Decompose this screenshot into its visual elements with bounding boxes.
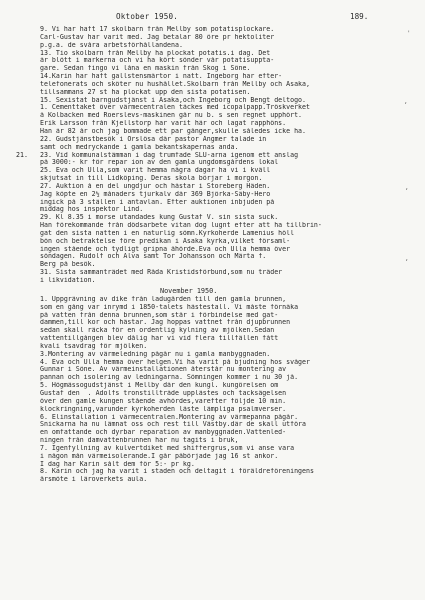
diary-line: är blött i markerna och vi ha kört sönder vår potatisuppta- [40, 57, 275, 65]
diary-line: samt och medryckande i gamla bekantskapernas anda. [40, 143, 239, 151]
page-date-heading: Oktober 1950. [116, 12, 179, 21]
diary-text [40, 26, 415, 484]
diary-line: Erik Larsson från Kjellstorp har varit här och lagat rapphöns. [40, 120, 287, 128]
diary-line: 6. Elinstallation i värmecentralen.Montering av värmepanna pågår. [40, 413, 299, 421]
november-entries [40, 296, 415, 484]
diary-line: en omfattande och dyrbar reparation av manbyggnaden.Vattenled- [40, 429, 287, 437]
diary-line: Han är 82 år och jag bommade ett par gånger,skulle således icke ha. [40, 127, 306, 135]
diary-line: 23. Vid kommunalstämman i dag trumfade SLU-arna igenom ett anslag [40, 151, 299, 159]
october-entries [40, 26, 415, 285]
diary-line: dammen,till kor och hästar. Jag hoppas vattnet från djupbrunnen [40, 319, 291, 327]
diary-line: Gunnar i Söne. Av värmeinstallationen återstår nu montering av [40, 366, 287, 374]
diary-line: över den gamle kungen stående avhördes,varefter följde 10 min. [40, 397, 287, 405]
diary-line: klockringning,varunder kyrkoherden läste lämpliga psalmverser. [40, 405, 287, 413]
diary-line: 22. Gudstjänstbesök i Örslösa där pastor Ångmer talade in [40, 135, 267, 143]
margin-tick: , [405, 184, 409, 191]
diary-line: årsmöte i läroverkets aula. [40, 476, 148, 484]
diary-line: 4. Eva och Ulla hemma över helgen.Vi ha varit på bjudning hos svåger [40, 358, 310, 366]
diary-line: Berg på besök. [40, 261, 96, 269]
diary-line: ningen från damvattenbrunnen har nu tagits i bruk, [40, 437, 239, 445]
diary-line: 15. Sexistat barngudstjänst i Åsaka,och Ingeborg och Bengt deltogo. [40, 96, 306, 104]
diary-line: som en gång var inrymd i 1850-talets hästestall. Vi måste förnäka [40, 303, 299, 311]
diary-line: 1. Uppgrävning av dike från ladugården till den gamla brunnen, [40, 295, 287, 303]
diary-line: i likvidation. [40, 277, 96, 284]
diary-line: gare. Sedan fingo vi låna en maskin från Skog i Söne. [40, 65, 251, 73]
diary-line: 29. Kl 8.35 i morse utandades kung Gustaf V. sin sista suck. [40, 214, 279, 222]
diary-line: Snickarna ha nu lämnat oss och rest till Västby.där de skall utföra [40, 421, 306, 429]
diary-line: 1. Cementtaket över värmecentralen täckes med icopalpapp.Tröskverket [40, 104, 310, 112]
diary-line: 5. Högmässogudstjänst i Mellby där den kungl. kungörelsen om [40, 382, 279, 390]
diary-line: Han förekommande från dödsarbete vitan dog lugnt efter att ha tillbrin- [40, 222, 322, 230]
diary-line: å Kolbacken med Roerslevs-maskinen går nu b. s sen regnet upphört. [40, 112, 303, 120]
diary-line: I dag har Karin sålt dem för 5:- pr kg. [40, 460, 195, 468]
diary-line: sedan skall räcka för en ordentlig kylning av mjölken.Sedan [40, 327, 275, 335]
diary-line: bön och betraktelse före predikan i Åsaka kyrka,vilket församl- [40, 237, 291, 245]
diary-line: ingick på 3 ställen i antavlan. Efter auktionen inbjuden på [40, 198, 275, 206]
diary-line: på vatten från denna brunnen,som står i förbindelse med gat- [40, 311, 279, 319]
diary-line: telefonerats och sköter nu hushållet.Skolbarn från Mellby och Åsaka, [40, 80, 310, 88]
diary-line: 13. Tio skolbarn från Mellby ha plockat potatis.i dag. Det [40, 49, 271, 57]
page-number: 189. [350, 12, 369, 21]
diary-line: 7. Igenfyllning av kulvertdiket med shiffergrus,som vi anse vara [40, 444, 295, 452]
margin-tick: , [404, 98, 408, 105]
diary-line: pannan och isolering av ledningarna. Sömningen kommer i nu 30 jå. [40, 374, 299, 382]
diary-line: kvali tsavdrag för mjölken. [40, 342, 148, 350]
diary-line: i någon mån värmeisolerande.I går påbörjade jag 16 st ankor. [40, 452, 279, 460]
margin-note: 21. [16, 151, 28, 159]
diary-line: gat den sista natten i en naturlig sömn.Kyrkoherde Lamenius höll [40, 229, 295, 237]
margin-tick: ' [407, 30, 411, 37]
diary-line: 31. Sista sammanträdet med Råda Kristidsförbund,som nu träder [40, 269, 283, 277]
diary-line: söndagen. Rudolf och Alva samt Tor Johansson och Märta f. [40, 253, 267, 261]
diary-line: på 3000:- kr för repar ion av den gamla ungdomsgårdens lokal [40, 159, 279, 167]
diary-line: p.g.a. de svåra arbetsförhållandena. [40, 41, 183, 49]
diary-line: 9. Vi har haft 17 skolbarn från Mellby som potatisplockare. [40, 26, 275, 33]
diary-line: vattentillgången blev dålig har vi vid flera tillfällen fått [40, 335, 279, 343]
diary-line: 27. Auktion å en del ungdjur och hästar i Storeberg Häden. [40, 182, 271, 190]
diary-line: 3.Montering av värmeledning pågår nu i gamla manbyggnaden. [40, 350, 271, 358]
diary-line: skjutsat in till Lidköping. Deras skola börjar i morgon. [40, 175, 263, 183]
diary-line: ingen stående och tydligt gripna åhörde.Eva och Ulla hemma över [40, 245, 291, 253]
diary-line: Gustaf den . Adolfs tronstillträde upplästes och tacksägelsen [40, 389, 287, 397]
diary-line: Jag köpte en 2½ månaders tjurkalv där 369 Björka-Säby-Hero [40, 190, 271, 198]
diary-line: Carl-Gustav har varit med. Jag betalar 80 öre pr hektoliter [40, 33, 275, 41]
margin-tick: , [405, 255, 409, 262]
diary-line: tillsammans 27 st ha plockat upp den sista potatisen. [40, 88, 251, 96]
diary-line: 8. Karin och jag ha varit i staden och deltagit i föräldreföreningens [40, 468, 314, 476]
diary-line: 14.Karin har haft gallstensmärtor i natt. Ingeborg har efter- [40, 73, 283, 81]
diary-line: middag hos inspektor Lind. [40, 206, 144, 214]
diary-line: 25. Eva och Ulla,som varit hemma några dagar ha vi i kväll [40, 167, 271, 175]
november-heading: November 1950. [160, 286, 218, 295]
